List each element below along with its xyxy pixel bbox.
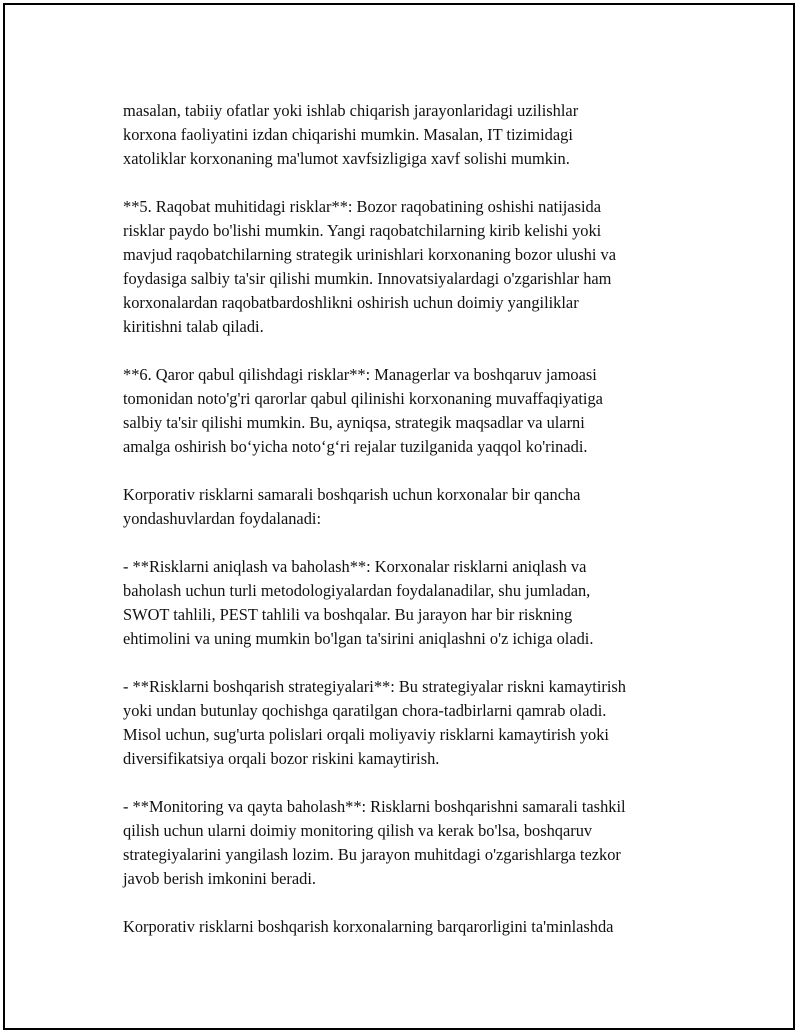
- document-body: [123, 99, 703, 963]
- text-line: foydasiga salbiy ta'sir qilishi mumkin. Innovatsiyalardagi o'zgarishlar ham: [123, 269, 612, 288]
- text-line: baholash uchun turli metodologiyalardan foydalanadilar, shu jumladan,: [123, 581, 591, 600]
- text-line: qilish uchun ularni doimiy monitoring qilish va kerak bo'lsa, boshqaruv: [123, 821, 593, 840]
- text-line: mavjud raqobatchilarning strategik urinishlari korxonaning bozor ulushi va: [123, 245, 616, 264]
- text-line: - **Monitoring va qayta baholash**: Risklarni boshqarishni samarali tashkil: [123, 797, 626, 816]
- text-line: - **Risklarni boshqarish strategiyalari**: Bu strategiyalar riskni kamaytirish: [123, 677, 626, 696]
- text-line: javob berish imkonini beradi.: [123, 869, 317, 888]
- text-line: strategiyalarini yangilash lozim. Bu jarayon muhitdagi o'zgarishlarga tezkor: [123, 845, 621, 864]
- text-line: SWOT tahlili, PEST tahlili va boshqalar. Bu jarayon har bir riskning: [123, 605, 573, 624]
- text-line: korxonalardan raqobatbardoshlikni oshirish uchun doimiy yangiliklar: [123, 293, 579, 312]
- text-line: kiritishni talab qiladi.: [123, 317, 264, 336]
- text-line: yoki undan butunlay qochishga qaratilgan chora-tadbirlarni qamrab oladi.: [123, 701, 607, 720]
- list-item-monitoring: [123, 795, 703, 891]
- paragraph-competition-risks: [123, 195, 703, 339]
- text-line: masalan, tabiiy ofatlar yoki ishlab chiqarish jarayonlaridagi uzilishlar: [123, 101, 579, 120]
- paragraph-decision-risks: [123, 363, 703, 459]
- text-line: - **Risklarni aniqlash va baholash**: Korxonalar risklarni aniqlash va: [123, 557, 587, 576]
- paragraph-approaches-intro: [123, 483, 703, 531]
- text-line: xatoliklar korxonaning ma'lumot xavfsizligiga xavf solishi mumkin.: [123, 149, 570, 168]
- text-line: **6. Qaror qabul qilishdagi risklar**: Managerlar va boshqaruv jamoasi: [123, 365, 597, 384]
- page-frame: [3, 3, 795, 1030]
- paragraph-conclusion-start: [123, 915, 703, 939]
- text-line: ehtimolini va uning mumkin bo'lgan ta'sirini aniqlashni o'z ichiga oladi.: [123, 629, 594, 648]
- text-line: salbiy ta'sir qilishi mumkin. Bu, ayniqsa, strategik maqsadlar va ularni: [123, 413, 585, 432]
- list-item-identification: [123, 555, 703, 651]
- paragraph-intro-continuation: [123, 99, 703, 171]
- text-line: **5. Raqobat muhitidagi risklar**: Bozor raqobatining oshishi natijasida: [123, 197, 601, 216]
- text-line: Korporativ risklarni boshqarish korxonalarning barqarorligini ta'minlashda: [123, 917, 614, 936]
- text-line: tomonidan noto'g'ri qarorlar qabul qilinishi korxonaning muvaffaqiyatiga: [123, 389, 603, 408]
- text-line: risklar paydo bo'lishi mumkin. Yangi raqobatchilarning kirib kelishi yoki: [123, 221, 602, 240]
- text-line: yondashuvlardan foydalanadi:: [123, 509, 321, 528]
- text-line: Korporativ risklarni samarali boshqarish uchun korxonalar bir qancha: [123, 485, 581, 504]
- text-line: diversifikatsiya orqali bozor riskini kamaytirish.: [123, 749, 440, 768]
- text-line: amalga oshirish bo‘yicha noto‘g‘ri rejalar tuzilganida yaqqol ko'rinadi.: [123, 437, 588, 456]
- list-item-strategies: [123, 675, 703, 771]
- text-line: Misol uchun, sug'urta polislari orqali moliyaviy risklarni kamaytirish yoki: [123, 725, 609, 744]
- text-line: korxona faoliyatini izdan chiqarishi mumkin. Masalan, IT tizimidagi: [123, 125, 573, 144]
